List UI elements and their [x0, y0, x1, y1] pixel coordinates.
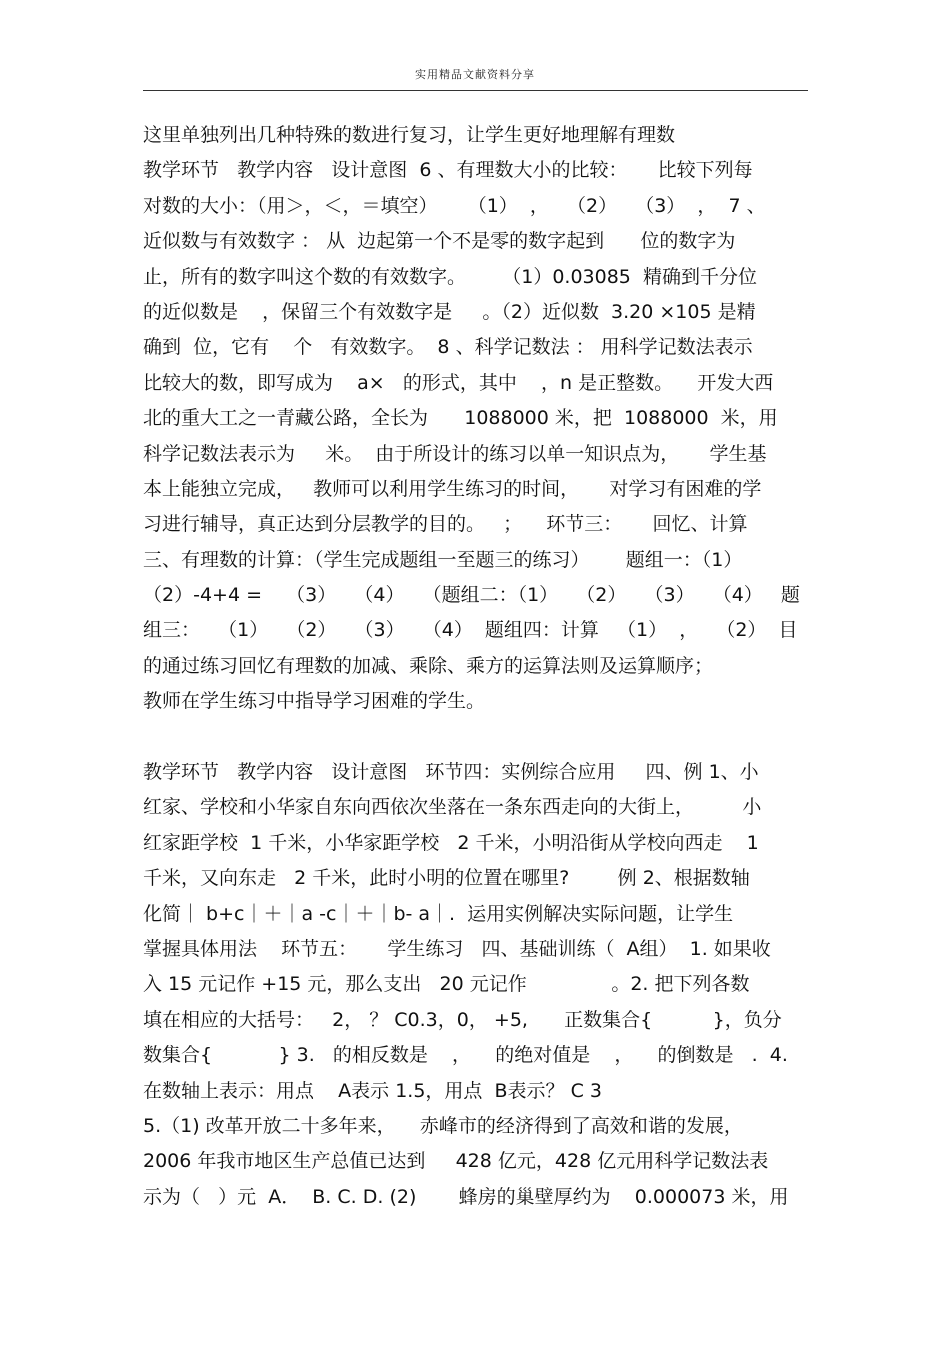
text-line: 的通过练习回忆有理数的加减、乘除、乘方的运算法则及运算顺序； — [143, 654, 714, 677]
text-line: 掌握具体用法 环节五： 学生练习 四、基础训练（ A组） 1. 如果收 — [143, 937, 771, 960]
text-line: 入 15 元记作 +15 元，那么支出 20 元记作 。2. 把下列各数 — [143, 973, 750, 996]
text-line: 确到 位，它有 个 有效数字。 8 、科学记数法 ： 用科学记数法表示 — [143, 336, 753, 359]
text-line: 对数的大小：（用＞，＜，＝填空） （1） ， （2） （3） ， 7 、 — [143, 194, 766, 217]
text-line: 5.（1) 改革开放二十多年来， 赤峰市的经济得到了高效和谐的发展， — [143, 1114, 743, 1137]
paragraph-review — [143, 118, 808, 720]
text-line: 填在相应的大括号： 2， ？ C0.3，0， +5, 正数集合{ }，负分 — [143, 1008, 782, 1031]
text-line: 组三： （1） （2） （3） （4） 题组四：计算 （1） ， （2） 目 — [143, 619, 798, 642]
text-line: 2006 年我市地区生产总值已达到 428 亿元，428 亿元用科学记数法表 — [143, 1150, 769, 1173]
text-line: 比较大的数，即写成为 a× 的形式，其中 ，n 是正整数。 开发大西 — [143, 371, 774, 394]
text-line: 这里单独列出几种特殊的数进行复习，让学生更好地理解有理数 — [143, 124, 676, 146]
text-line: 近似数与有效数字 ： 从 边起第一个不是零的数字起到 位的数字为 — [143, 230, 736, 253]
text-line: 北的重大工之一青藏公路，全长为 1088000 米，把 1088000 米，用 — [143, 407, 778, 430]
text-line: 止，所有的数字叫这个数的有效数字。 （1）0.03085 精确到千分位 — [143, 265, 757, 288]
text-line: 教学环节 教学内容 设计意图 环节四：实例综合应用 四、例 1、小 — [143, 761, 759, 784]
text-line: 红家、学校和小华家自东向西依次坐落在一条东西走向的大街上， 小 — [143, 796, 762, 819]
text-line: 红家距学校 1 千米，小华家距学校 2 千米，小明沿街从学校向西走 1 — [143, 831, 759, 854]
paragraph-application — [143, 755, 808, 1215]
page-header: 实用精品文献资料分享 — [415, 68, 535, 81]
text-line: 科学记数法表示为 米。 由于所设计的练习以单一知识点为， 学生基 — [143, 442, 767, 465]
text-line: 教学环节 教学内容 设计意图 6 、有理数大小的比较： 比较下列每 — [143, 159, 753, 182]
text-line: 习进行辅导，真正达到分层教学的目的。 ； 环节三： 回忆、计算 — [143, 513, 748, 536]
text-line: （2）-4+4 = （3） （4） （题组二：（1） （2） （3） （4） 题 — [143, 584, 800, 607]
text-line: 三、有理数的计算：（学生完成题组一至题三的练习） 题组一：（1） — [143, 548, 743, 571]
text-line: 本上能独立完成， 教师可以利用学生练习的时间， 对学习有困难的学 — [143, 477, 762, 500]
paragraph-gap — [143, 720, 808, 755]
text-line: 示为（ ）元 A． B. C. D. (2) 蜂房的巢壁厚约为 0.000073 米，用 — [143, 1185, 789, 1208]
document-body — [143, 118, 808, 1215]
text-line: 的近似数是 ，保留三个有效数字是 。（2）近似数 3.20 ×105 是精 — [143, 300, 756, 323]
text-line: 数集合{ } 3. 的相反数是 ， 的绝对值是 ， 的倒数是 . 4. — [143, 1044, 788, 1067]
text-line: 教师在学生练习中指导学习困难的学生。 — [143, 690, 486, 713]
header-divider — [143, 90, 808, 91]
text-line: 在数轴上表示：用点 A表示 1.5，用点 B表示？ C 3 — [143, 1079, 602, 1102]
text-line: 千米，又向东走 2 千米，此时小明的位置在哪里? 例 2、根据数轴 — [143, 867, 750, 890]
text-line: 化简｜ b+c｜＋｜a -c｜＋｜b- a｜. 运用实例解决实际问题，让学生 — [143, 902, 734, 925]
